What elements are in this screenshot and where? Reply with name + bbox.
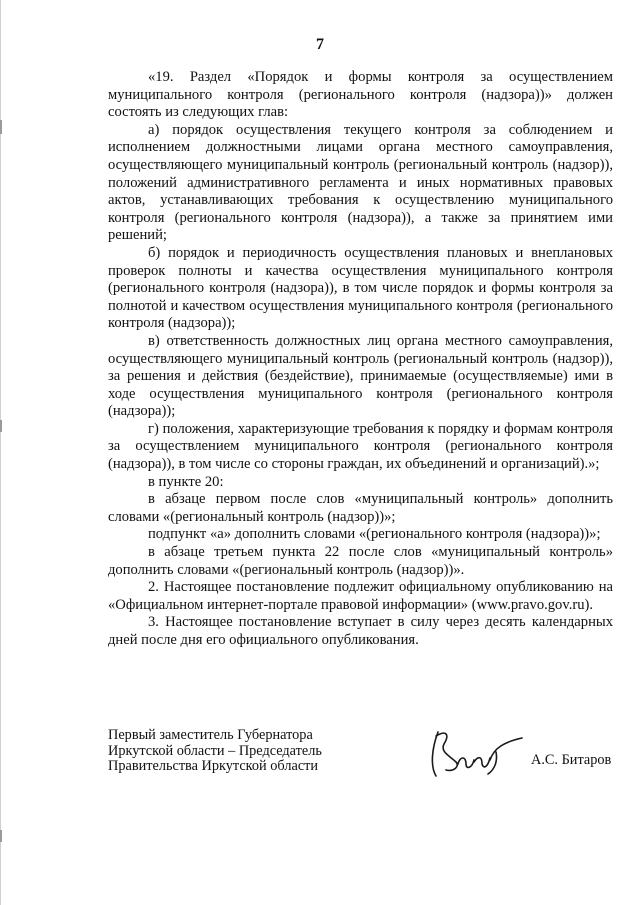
paragraph-item-g: г) положения, характеризующие требования к порядку и формам контроля за осуществлением муниципального контроля (регионального контроля (надзора)), в том числе со стороны граждан, их объединений и организаций).»;: [108, 420, 613, 473]
position-line: Иркутской области – Председатель: [108, 742, 322, 759]
paragraph-first-clause: в абзаце первом после слов «муниципальный контроль» дополнить словами «(региональный контроль (надзор))»;: [108, 491, 613, 525]
paragraph-point-22: в абзаце третьем пункта 22 после слов «муниципальный контроль» дополнить словами «(региональный контроль (надзор))».: [108, 544, 613, 578]
paragraph-entry-into-force: 3. Настоящее постановление вступает в силу через десять календарных дней после дня его официального опубликования.: [108, 614, 613, 648]
handwritten-signature: [424, 722, 524, 782]
scan-mark: [0, 420, 2, 432]
paragraph-publication: 2. Настоящее постановление подлежит официальному опубликованию на «Официальном интернет-портале правовой информации» (www.pravo.gov.ru).: [108, 579, 613, 613]
paragraph-item-a: а) порядок осуществления текущего контроля за соблюдением и исполнением должностными лицами органа местного самоуправления, осуществляющего муниципальный контроль (региональный контроль (надзор)), положений административного регламента и иных нормативных правовых актов, устанавливающих требования к осуществлению муниципального контроля (регионального контроля (надзора)), а также за принятием ими решений;: [108, 121, 613, 244]
position-line: Правительства Иркутской области: [108, 758, 319, 774]
document-body: [108, 69, 613, 650]
paragraph-point-20: в пункте 20:: [148, 473, 224, 490]
signatory-name: А.С. Битаров: [531, 752, 612, 768]
scan-mark: [0, 830, 2, 842]
paragraph-section-19: «19. Раздел «Порядок и формы контроля за осуществлением муниципального контроля (регионального контроля (надзора))» должен состоять из следующих глав:: [108, 69, 613, 121]
scan-edge-left: [0, 0, 1, 905]
position-line: Первый заместитель Губернатора: [108, 727, 313, 743]
paragraph-subitem-a: подпункт «а» дополнить словами «(регионального контроля (надзора))»;: [148, 526, 601, 543]
paragraph-item-v: в) ответственность должностных лиц органа местного самоуправления, осуществляющего муниципальный контроль (региональный контроль (надзор)), за решения и действия (бездействие), принимаемые (осуществляемые) ими в ходе осуществления муниципального контроля (регионального контроля (надзора));: [108, 332, 613, 420]
paragraph-item-b: б) порядок и периодичность осуществления плановых и внеплановых проверок полноты и качества осуществления муниципального контроля (регионального контроля (надзора)), в том числе порядок и формы контроля за полнотой и качеством осуществления муниципального контроля (регионального контроля (надзора));: [108, 244, 613, 332]
page-number: 7: [316, 36, 324, 53]
signatory-position: [108, 728, 322, 775]
scan-mark: [0, 120, 2, 134]
